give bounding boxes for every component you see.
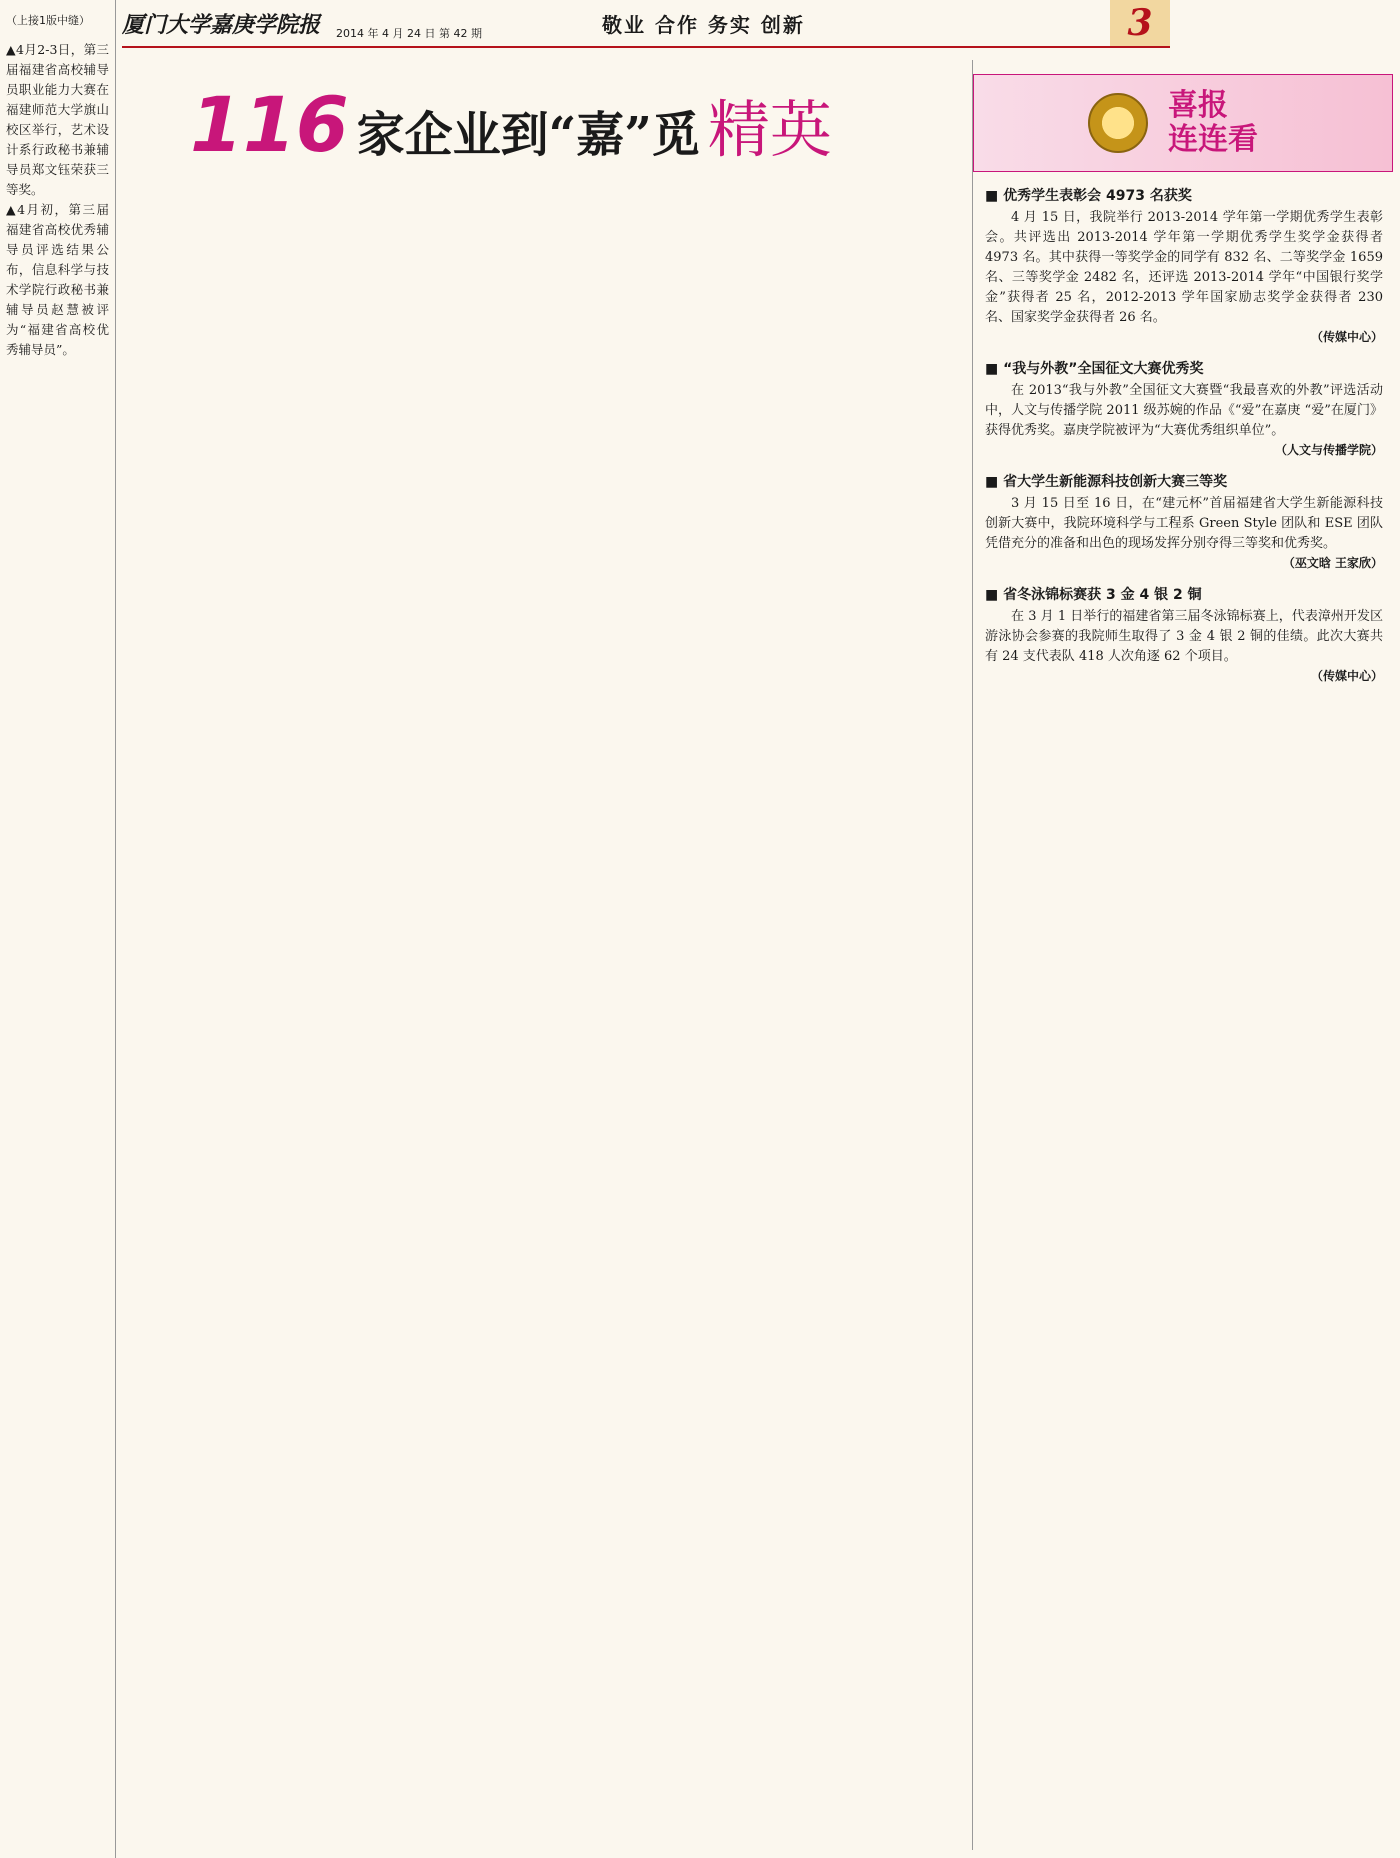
news-item-credit: （人文与传播学院） xyxy=(1274,443,1383,457)
badge-line-2: 连连看 xyxy=(1168,122,1258,157)
news-item-title: ■ 优秀学生表彰会 4973 名获奖 xyxy=(985,186,1383,206)
news-item-title: ■ “我与外教”全国征文大赛优秀奖 xyxy=(985,359,1383,379)
news-item-title: ■ 省大学生新能源科技创新大赛三等奖 xyxy=(985,472,1383,492)
news-column-badge xyxy=(973,74,1393,172)
news-item-credit: （传媒中心） xyxy=(1310,330,1383,344)
news-column xyxy=(972,60,1393,1850)
left-strip-text: ▲4月2-3日，第三届福建省高校辅导员职业能力大赛在福建师范大学旗山校区举行，艺术设计系行政秘书兼辅导员郑文钰荣获三等奖。 ▲4月初，第三届福建省高校优秀辅导员评选结果公布，信息科学与技术学院行政秘书兼辅导员赵慧被评为“福建省高校优秀辅导员”。 xyxy=(6,42,109,357)
badge-title xyxy=(1168,89,1278,157)
masthead xyxy=(122,0,1170,48)
left-strip-heading: （上接1版中缝） xyxy=(6,14,90,27)
news-item-body: 在 3 月 1 日举行的福建省第三届冬泳锦标赛上，代表漳州开发区游泳协会参赛的我院师生取得了 3 金 4 银 2 铜的佳绩。此次大赛共有 24 支代表队 418 人次角逐 62 个项目。 xyxy=(985,609,1383,664)
paper-name: 厦门大学嘉庚学院报 xyxy=(122,11,321,38)
motto: 敬业 合作 务实 创新 xyxy=(601,12,805,37)
news-list xyxy=(973,172,1393,684)
headline-number: 116 xyxy=(190,80,349,169)
badge-line-1: 喜报 xyxy=(1168,88,1228,123)
news-item-title: ■ 省冬泳锦标赛获 3 金 4 银 2 铜 xyxy=(985,585,1383,605)
news-item-body: 4 月 15 日，我院举行 2013-2014 学年第一学期优秀学生表彰会。共评选出 2013-2014 学年第一学期优秀学生奖学金获得者 4973 名。其中获得一等奖学金的同学有 832 名、二等奖学金 1659 名、三等奖学金 2482 名，还评选 2013-2014 学年“中国银行奖学金”获得者 25 名，2012-2013 学年国家励志奖学金获得者 230 名、国家奖学金获得者 26 名。 xyxy=(985,210,1383,325)
headline-middle: 家企业到“嘉”觅 xyxy=(356,107,700,163)
news-item xyxy=(985,472,1383,571)
news-item xyxy=(985,359,1383,458)
page-number: 3 xyxy=(1110,0,1170,46)
issue-line: 2014 年 4 月 24 日 第 42 期 xyxy=(336,27,482,40)
news-item xyxy=(985,585,1383,684)
medal-icon xyxy=(1088,93,1148,153)
left-sidebar-strip xyxy=(0,0,116,1858)
news-item-credit: （巫文晗 王家欣） xyxy=(1282,556,1383,570)
news-item-credit: （传媒中心） xyxy=(1310,669,1383,683)
news-item xyxy=(985,186,1383,345)
main-headline xyxy=(190,80,832,190)
news-item-body: 在 2013“我与外教”全国征文大赛暨“我最喜欢的外教”评选活动中，人文与传播学院 2011 级苏婉的作品《“爱”在嘉庚 “爱”在厦门》获得优秀奖。嘉庚学院被评为“大赛优秀组织单位”。 xyxy=(985,383,1383,438)
news-item-body: 3 月 15 日至 16 日，在“建元杯”首届福建省大学生新能源科技创新大赛中，我院环境科学与工程系 Green Style 团队和 ESE 团队凭借充分的准备和出色的现场发挥分别夺得三等奖和优秀奖。 xyxy=(985,496,1383,551)
headline-end: 精英 xyxy=(707,93,832,166)
